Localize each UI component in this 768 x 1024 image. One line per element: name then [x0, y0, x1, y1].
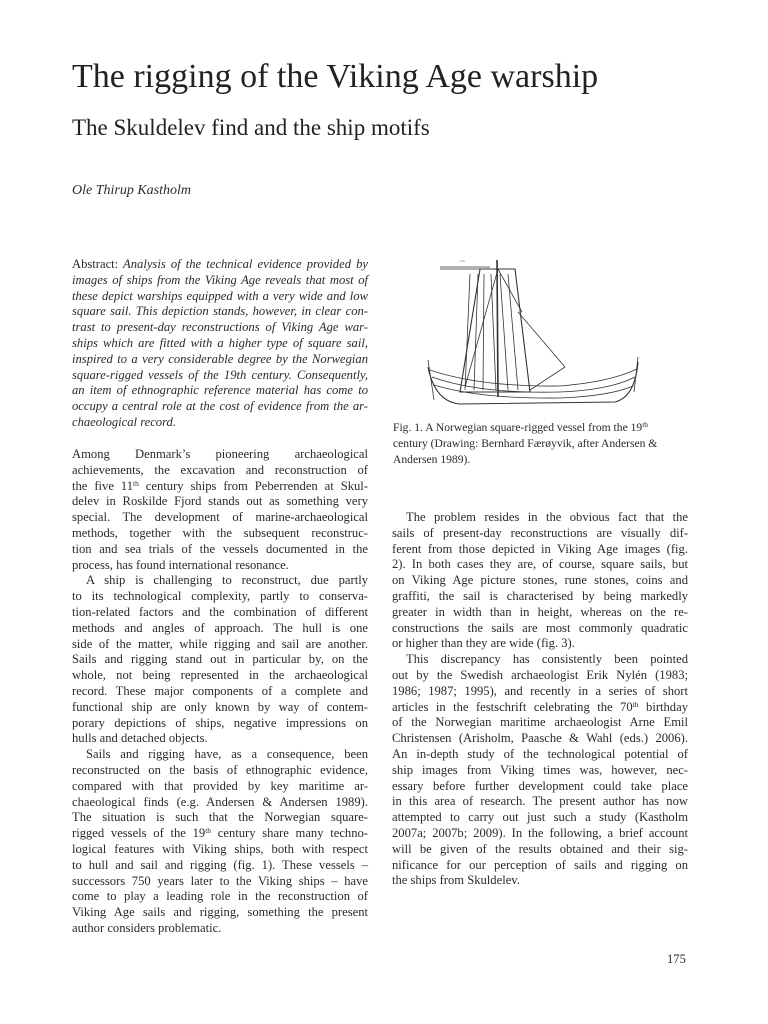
author-name: Ole Thirup Kastholm — [72, 183, 192, 198]
text-line: greater in width than in height, whereas on the re- — [392, 604, 688, 619]
text-line: to its technological complexity, partly to conserva- — [72, 589, 368, 604]
text-line: Sails and rigging have, as a consequence, been — [86, 747, 368, 762]
text-line: Abstract: Analysis of the technical evidence provided by — [72, 257, 368, 271]
text-line: ferent from those depicted in Viking Age images (fig. — [392, 541, 688, 556]
text-line: century (Drawing: Bernhard Færøyvik, after Andersen & — [393, 436, 658, 450]
text-line: chaeological record. — [72, 414, 176, 429]
text-line: come to play a leading role in the reconstruction of — [72, 889, 368, 904]
page-subtitle: The Skuldelev find and the ship motifs — [72, 115, 430, 140]
text-line: The situation is such that the Norwegian square- — [72, 810, 368, 825]
text-line: delev in Roskilde Fjord stands out as something very — [72, 494, 368, 509]
text-line: attempted to carry out just such a study (Kastholm — [392, 810, 688, 825]
text-line: hulls and detached objects. — [72, 731, 208, 746]
text-line: Christensen (Arisholm, Paasche & Wahl (eds.) 2006). — [392, 731, 688, 746]
text-line: or higher than they are wide (fig. 3). — [392, 636, 575, 651]
text-line: This discrepancy has consistently been pointed — [406, 652, 688, 667]
text-line: nificance for our perception of sails and rigging on — [392, 857, 688, 872]
text-line: Andersen 1989). — [393, 452, 471, 466]
abstract-label: Abstract: — [72, 257, 119, 271]
text-line: successors 750 years later to the Viking ships – have — [72, 873, 368, 888]
text-line: ship images from Viking times was, however, nec- — [392, 762, 688, 777]
text-line: ships which are fitted with a higher type of square sail, — [72, 335, 368, 350]
text-line: the ships from Skuldelev. — [392, 873, 520, 888]
text-line: compared with that provided by key maritime ar- — [72, 778, 368, 793]
text-line: 1986; 1987; 1995), and recently in a series of short — [392, 683, 688, 698]
text-line: reconstructed on the basis of ethnographic evidence, — [72, 762, 368, 777]
text-line: Among Denmark’s pioneering archaeological — [72, 447, 368, 461]
text-line: on Viking Age picture stones, rune stones, coins and — [392, 573, 688, 588]
text-line: chaeological finds (e.g. Andersen & Andersen 1989). — [72, 794, 368, 809]
abstract — [72, 257, 368, 431]
text-line: author considers problematic. — [72, 920, 222, 935]
text-line: porary depictions of ships, negative impressions on — [72, 715, 368, 730]
text-line: methods, together with the subsequent reconstruc- — [72, 525, 368, 540]
text-line: A ship is challenging to reconstruct, due partly — [86, 573, 368, 588]
text-line: essary before further development could take place — [392, 778, 688, 793]
text-line: achievements, the excavation and reconstruction of — [72, 462, 368, 477]
text-line: the five 11th century ships from Peberrenden at Skul- — [72, 478, 368, 493]
text-line: Fig. 1. A Norwegian square-rigged vessel from the 19th — [393, 420, 649, 434]
text-line: 2007a; 2007b; 2009). In the following, a brief account — [392, 825, 688, 840]
text-line: to hull and sail and rigging (fig. 1). These vessels – — [72, 857, 368, 872]
text-line: sails of present-day reconstructions are visually dif- — [392, 525, 688, 540]
text-line: whole, not being represented in the archaeological — [72, 668, 368, 683]
figure-1-ship-drawing — [420, 252, 670, 407]
text-line: images of ships from the Viking Age reveals that most of — [72, 272, 368, 287]
text-line: inspired to a very considerable degree by the Norwegian — [72, 351, 368, 366]
text-line: these depict warships equipped with a very wide and low — [72, 288, 368, 303]
text-line: functional ship are only known by way of contem- — [72, 699, 368, 714]
svg-text:5 m: 5 m — [460, 259, 465, 263]
text-line: tion and sea trials of the vessels documented in the — [72, 541, 368, 556]
text-line: Viking Age sails and rigging, something the present — [72, 905, 368, 920]
text-line: square sail. This depiction stands, however, in clear con- — [72, 304, 368, 319]
text-line: square-rigged vessels of the 19th century. Consequently, — [72, 367, 368, 382]
text-line: graffiti, the sail is characterised by being markedly — [392, 588, 688, 603]
text-line: special. The development of marine-archaeological — [72, 510, 368, 525]
text-line: tion-related factors and the combination of different — [72, 604, 368, 619]
page-number: 175 — [667, 952, 686, 966]
text-line: trast to present-day reconstructions of Viking Age war- — [72, 320, 368, 335]
text-line: logical features with Viking ships, both with respect — [72, 841, 368, 856]
text-line: of the Norwegian maritime archaeologist Arne Emil — [392, 715, 688, 730]
text-line: an item of ethnographic reference material has come to — [72, 383, 368, 398]
left-column-body — [72, 447, 368, 937]
text-line: record. These major components of a complete and — [72, 683, 368, 698]
text-line: in this area of research. The present author has now — [392, 794, 688, 809]
scale-bar-icon — [440, 259, 490, 269]
text-line: will be given of the results obtained and their sig- — [392, 841, 688, 856]
text-line: constructions the sails are most commonly quadratic — [392, 620, 688, 635]
text-line: out by the Swedish archaeologist Erik Nylén (1983; — [392, 667, 688, 682]
text-line: methods and angles of approach. The hull is one — [72, 620, 368, 635]
right-column-body — [392, 510, 688, 889]
text-line: Sails and rigging stand out in particular by, on the — [72, 652, 368, 667]
text-line: side of the matter, while rigging and sail are another. — [72, 636, 368, 651]
text-line: rigged vessels of the 19th century share many techno- — [72, 826, 368, 841]
text-line: The problem resides in the obvious fact that the — [406, 510, 688, 524]
text-line: occupy a central role at the cost of evidence from the ar- — [72, 399, 368, 414]
text-line: 2). In both cases they are, of course, square sails, but — [392, 557, 688, 572]
page-title: The rigging of the Viking Age warship — [72, 58, 599, 95]
figure-1-caption — [393, 420, 693, 467]
text-line: process, has found international resonance. — [72, 557, 289, 572]
text-line: An in-depth study of the technological potential of — [392, 746, 688, 761]
text-line: articles in the festschrift celebrating the 70th birthday — [392, 699, 688, 714]
